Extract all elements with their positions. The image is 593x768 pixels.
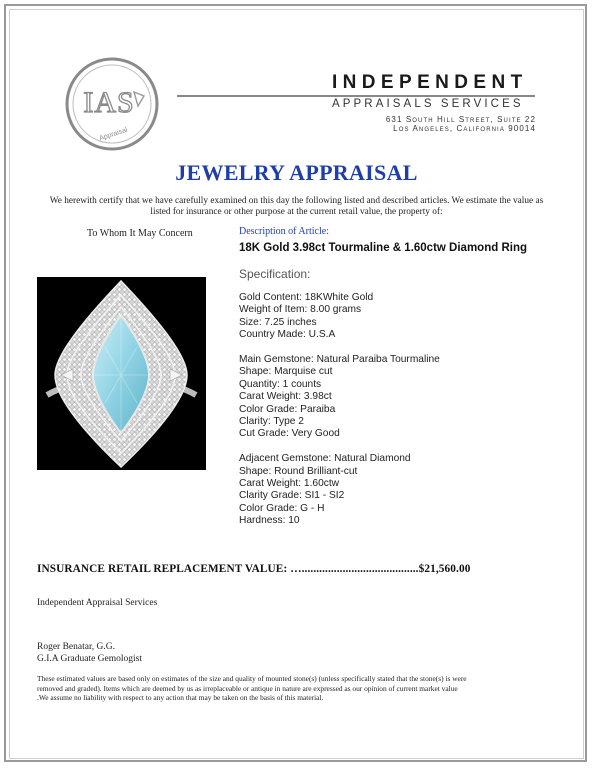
ring-illustration (37, 277, 206, 470)
disclaimer-text: These estimated values are based only on estimates of the size and quality of mounted stone(s) (unless specifically stated that the stone(s) is were removed and graded). Items which are deemed by us as irreplaceable or antique in nature are expressed as our opinion of current market value .We assume no liability with respect to any action that may be taken on the basis of this material. (37, 674, 467, 703)
spec-line: Clarity: Type 2 (239, 416, 304, 428)
logo-ring-text: Appraisal (98, 126, 129, 143)
spec-line: Carat Weight: 3.98ct (239, 391, 332, 403)
signer-name: Roger Benatar, G.G. (37, 642, 115, 652)
company-name: INDEPENDENT (332, 72, 528, 93)
spec-line: Color Grade: Paraiba (239, 403, 336, 415)
ring-photo (37, 277, 206, 470)
spec-line: Carat Weight: 1.60ctw (239, 478, 340, 490)
insurance-value-label: INSURANCE RETAIL REPLACEMENT VALUE: (37, 563, 288, 575)
diamond-icon (134, 92, 144, 106)
description-label: Description of Article: (239, 226, 329, 237)
spec-line: Color Grade: G - H (239, 502, 325, 514)
document-title: JEWELRY APPRAISAL (175, 160, 418, 185)
metal-spec-group (239, 292, 440, 342)
recipient: To Whom It May Concern (87, 228, 193, 239)
logo-monogram: IAS (83, 86, 135, 119)
header-divider (177, 95, 535, 97)
company-subtitle: APPRAISALS SERVICES (332, 98, 524, 110)
spec-line: Main Gemstone: Natural Paraiba Tourmaline (239, 354, 440, 366)
spec-line: Weight of Item: 8.00 grams (239, 304, 362, 316)
signature-company: Independent Appraisal Services (37, 598, 158, 608)
specification-label: Specification: (239, 267, 311, 281)
ias-logo (64, 56, 160, 152)
spec-line: Country Made: U.S.A (239, 329, 336, 341)
insurance-value-line (37, 563, 470, 575)
spec-line: Quantity: 1 counts (239, 378, 322, 390)
spec-line: Shape: Marquise cut (239, 366, 333, 378)
spec-line: Hardness: 10 (239, 515, 300, 527)
address-line-2: Los Angeles, California 90014 (393, 124, 536, 133)
article-title: 18K Gold 3.98ct Tourmaline & 1.60ctw Diamond Ring (239, 242, 527, 254)
insurance-value-leader: …........................................ (287, 563, 419, 575)
signer-credential: G.I.A Graduate Gemologist (37, 654, 143, 664)
spec-line: Adjacent Gemstone: Natural Diamond (239, 453, 411, 465)
spec-line: Cut Grade: Very Good (239, 428, 340, 440)
certification-text: We herewith certify that we have carefully examined on this day the following listed and described articles. We estimate the value as listed for insurance or other purpose at the current retail value, the property of: (49, 196, 544, 217)
insurance-value-amount: $21,560.00 (418, 563, 471, 575)
adjacent-gemstone-spec-group (239, 453, 440, 527)
spec-line: Clarity Grade: SI1 - SI2 (239, 490, 345, 502)
address-line-1: 631 South Hill Street, Suite 22 (385, 115, 536, 124)
specification-list (239, 292, 440, 540)
spec-line: Shape: Round Brilliant-cut (239, 465, 358, 477)
main-gemstone-spec-group (239, 354, 440, 441)
spec-line: Gold Content: 18KWhite Gold (239, 292, 374, 303)
spec-line: Size: 7.25 inches (239, 316, 317, 328)
